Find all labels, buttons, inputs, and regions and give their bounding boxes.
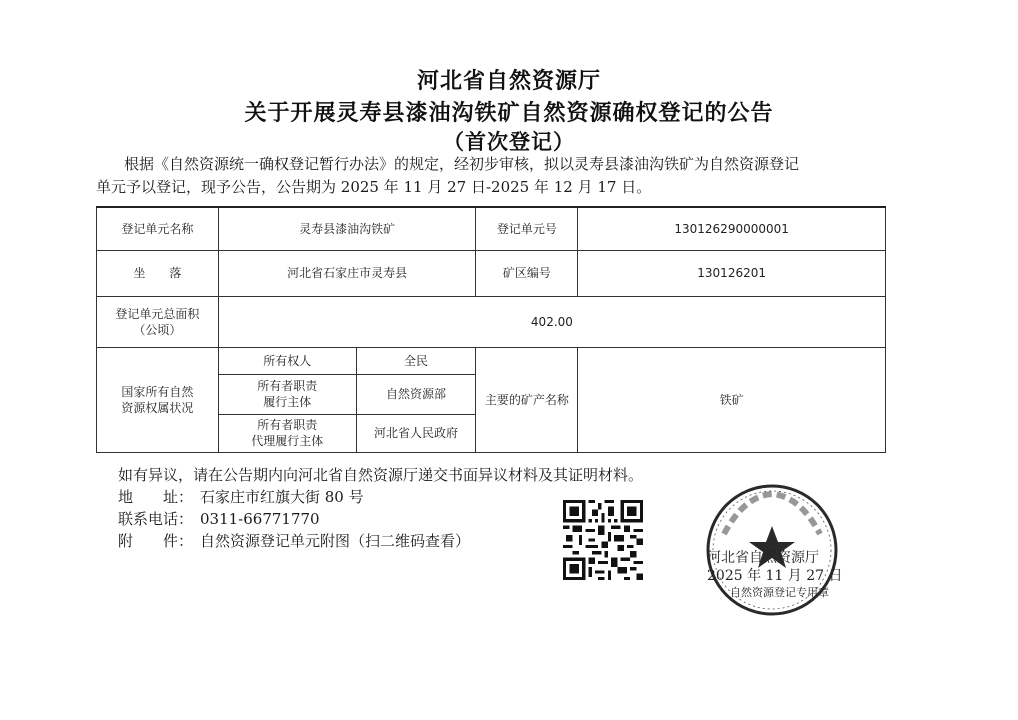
- unit-name-value: 灵寿县漆油沟铁矿: [218, 207, 476, 250]
- location-value: 河北省石家庄市灵寿县: [218, 250, 476, 296]
- phone-label: 联系电话：: [118, 510, 194, 528]
- attachment-label: 附 件：: [118, 532, 194, 550]
- address-label: 地 址：: [118, 488, 194, 506]
- qr-code[interactable]: [563, 500, 643, 580]
- duty-label-line-2: 履行主体: [263, 395, 312, 409]
- address-value: 石家庄市红旗大街 80 号: [200, 488, 364, 506]
- intro-line-1: 根据《自然资源统一确权登记暂行办法》的规定，经初步审核，拟以灵寿县漆油沟铁矿为自然资源登记: [124, 155, 800, 173]
- seal-date: 2025 年 11 月 27 日: [707, 568, 843, 584]
- agent-label-line-2: 代理履行主体: [251, 434, 324, 448]
- objection-note: 如有异议，请在公告期内向河北省自然资源厅递交书面异议材料及其证明材料。: [118, 466, 644, 484]
- mineral-label: 主要的矿产名称: [476, 347, 578, 452]
- doc-title-main: 关于开展灵寿县漆油沟铁矿自然资源确权登记的公告: [244, 100, 774, 126]
- owner-label: 所有权人: [218, 347, 356, 374]
- area-label: [97, 296, 219, 347]
- unit-name-label: 登记单元名称: [97, 207, 219, 250]
- mine-no-label: 矿区编号: [476, 250, 578, 296]
- seal-subtitle: 自然资源登记专用章: [730, 586, 829, 599]
- duty-label: [218, 374, 356, 414]
- agent-label: [218, 414, 356, 452]
- doc-title-authority: 河北省自然资源厅: [416, 68, 601, 94]
- mine-no-value: 130126201: [578, 250, 886, 296]
- intro-line-2: 单元予以登记，现予公告，公告期为 2025 年 11 月 27 日-2025 年 12 月 17 日。: [96, 178, 652, 196]
- ownership-label-line-2: 资源权属状况: [121, 400, 194, 415]
- phone-value: 0311-66771770: [200, 510, 320, 528]
- location-label: 坐 落: [97, 250, 219, 296]
- seal-org-name: 河北省自然资源厅: [707, 550, 819, 566]
- doc-title-subtitle: （首次登记）: [443, 129, 575, 154]
- intro-paragraph: [96, 153, 896, 199]
- ownership-label-line-1: 国家所有自然: [121, 384, 194, 399]
- owner-value: 全民: [356, 347, 476, 374]
- duty-label-line-1: 所有者职责: [257, 379, 318, 393]
- unit-no-value: 130126290000001: [578, 207, 886, 250]
- agent-value: 河北省人民政府: [356, 414, 476, 452]
- duty-value: 自然资源部: [356, 374, 476, 414]
- unit-no-label: 登记单元号: [476, 207, 578, 250]
- attachment-value: 自然资源登记单元附图（扫二维码查看）: [200, 532, 471, 550]
- registration-table: [96, 206, 886, 453]
- ownership-label: [97, 347, 219, 452]
- area-label-line-2: （公顷）: [133, 322, 182, 337]
- area-value: 402.00: [218, 296, 885, 347]
- area-label-line-1: 登记单元总面积: [115, 306, 200, 321]
- mineral-value: 铁矿: [578, 347, 886, 452]
- agent-label-line-1: 所有者职责: [257, 418, 318, 432]
